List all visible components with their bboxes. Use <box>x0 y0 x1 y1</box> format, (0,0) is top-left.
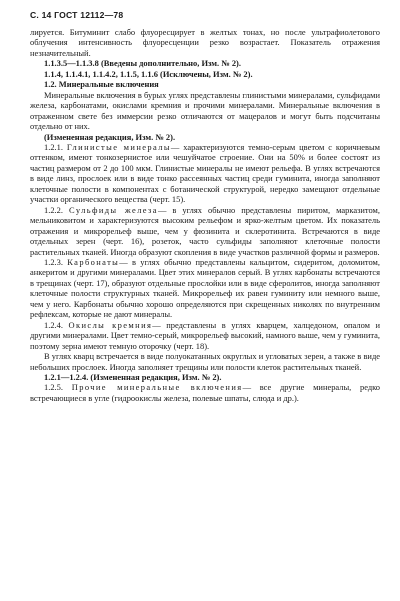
paragraph-carbonates <box>30 257 380 320</box>
section-heading-mineral-inclusions: 1.2. Минеральные включения <box>44 79 159 90</box>
clause-number: 1.2.3. <box>44 256 63 267</box>
clause-text: — все другие минералы, редко встречающиеся в угле (гидроокислы железа, полевые шпаты, слюда и др.). <box>30 382 381 403</box>
amendment-note-edited-range: 1.2.1—1.2.4. (Измененная редакция, Изм. № 2). <box>44 371 222 382</box>
clause-number: 1.2.2. <box>44 204 63 215</box>
term-iron-sulfides: Сульфиды железа <box>69 204 158 215</box>
clause-number: 1.2.4. <box>44 319 63 330</box>
term-silica-oxides: Окислы кремния <box>68 319 153 330</box>
term-clay-minerals: Глинистые минералы <box>66 141 171 152</box>
term-carbonates: Карбонаты <box>67 256 120 267</box>
page-header <box>30 10 380 20</box>
clause-text: — характеризуются темно-серым цветом с коричневым оттенком, имеют тонкозернистое или чешуйчатое строение. Они на 50% и более состоят из частиц размером от 2 до 100 мкм. Глинистые минералы не имеют рельефа. В углях встречаются в виде линз, прослоек или в виде тонко рассеянных частиц среди гуминита, иногда заполняют клеточные полости в компонентах с ботанической структурой, нередко замещают отдельные участки органического вещества (черт. 15). <box>30 141 381 205</box>
clause-text: — в углях обычно представлены пиритом, марказитом, мельниковитом и характеризуются высоким рельефом и ярко-желтым цветом. Их показатель отражения и микрорельеф выше, чем у фюзинита и склеротинита. Встречаются в виде отдельных зерен (черт. 16), розеток, часто сульфиды заполняют клеточные полости растительных тканей. Иногда образуют скопления в виде участков различной формы и размеров. <box>30 204 380 257</box>
term-other-minerals: Прочие минеральные включения <box>71 382 243 393</box>
paragraph-iron-sulfides <box>30 205 380 257</box>
amendment-note-edited: (Измененная редакция, Изм. № 2). <box>44 131 176 142</box>
page-number: С. 14 <box>30 10 52 20</box>
paragraph-bituminite-end: лируется. Битуминит слабо флуоресцирует в желтых тонах, но после ультрафиолетового облучения интенсивность флуоресценции резко возрастает. Показатель отражения незначительный. <box>30 27 380 58</box>
paragraph-silica-oxides <box>30 320 380 351</box>
clause-number: 1.2.5. <box>44 382 63 393</box>
clause-text: — представлены в углях кварцем, халцедоном, опалом и другими минералами. Цвет темно-серый, микрорельеф высокий, намного выше, чем у гуминита, поэтому зерна имеют темную оторочку (черт. 18). <box>30 319 381 351</box>
paragraph-clay-minerals <box>30 142 380 205</box>
clause-text: — в углях обычно представлены кальцитом, сидеритом, доломитом, анкеритом и другими минералами. Цвет этих минералов серый. В углях карбонаты встречаются в трещинах (черт. 17), образуют отдельные прослойки или в виде сферолитов, иногда заполняют клеточные полости структурных тканей. Микрорельеф их равен гуминиту или немного выше, чем у него. Карбонаты обычно хорошо определяются при скрещенных николях по внутренним рефлексам, которые не дают минералы. <box>30 256 380 320</box>
clause-number: 1.2.1. <box>44 141 63 152</box>
amendment-note-excluded: 1.1.4, 1.1.4.1, 1.1.4.2, 1.1.5, 1.1.6 (Исключены, Изм. № 2). <box>44 68 253 79</box>
paragraph-other-minerals <box>30 382 380 403</box>
standard-code: ГОСТ 12112—78 <box>54 10 124 20</box>
paragraph-mineral-inclusions-intro: Минеральные включения в бурых углях представлены глинистыми минералами, сульфидами железа, карбонатами, окислами кремния и прочими минералами. Минеральные включения в отраженном свете без иммерсии резко отличаются от мацералов и могут быть подсчитаны отдельно от них. <box>30 89 380 132</box>
amendment-note-introduced: 1.1.3.5—1.1.3.8 (Введены дополнительно, Изм. № 2). <box>44 58 241 69</box>
paragraph-quartz: В углях кварц встречается в виде полуокатанных округлых и угловатых зерен, а также в виде небольших прослоек. Иногда заполняет трещины или полости клеток растительных тканей. <box>30 351 380 372</box>
